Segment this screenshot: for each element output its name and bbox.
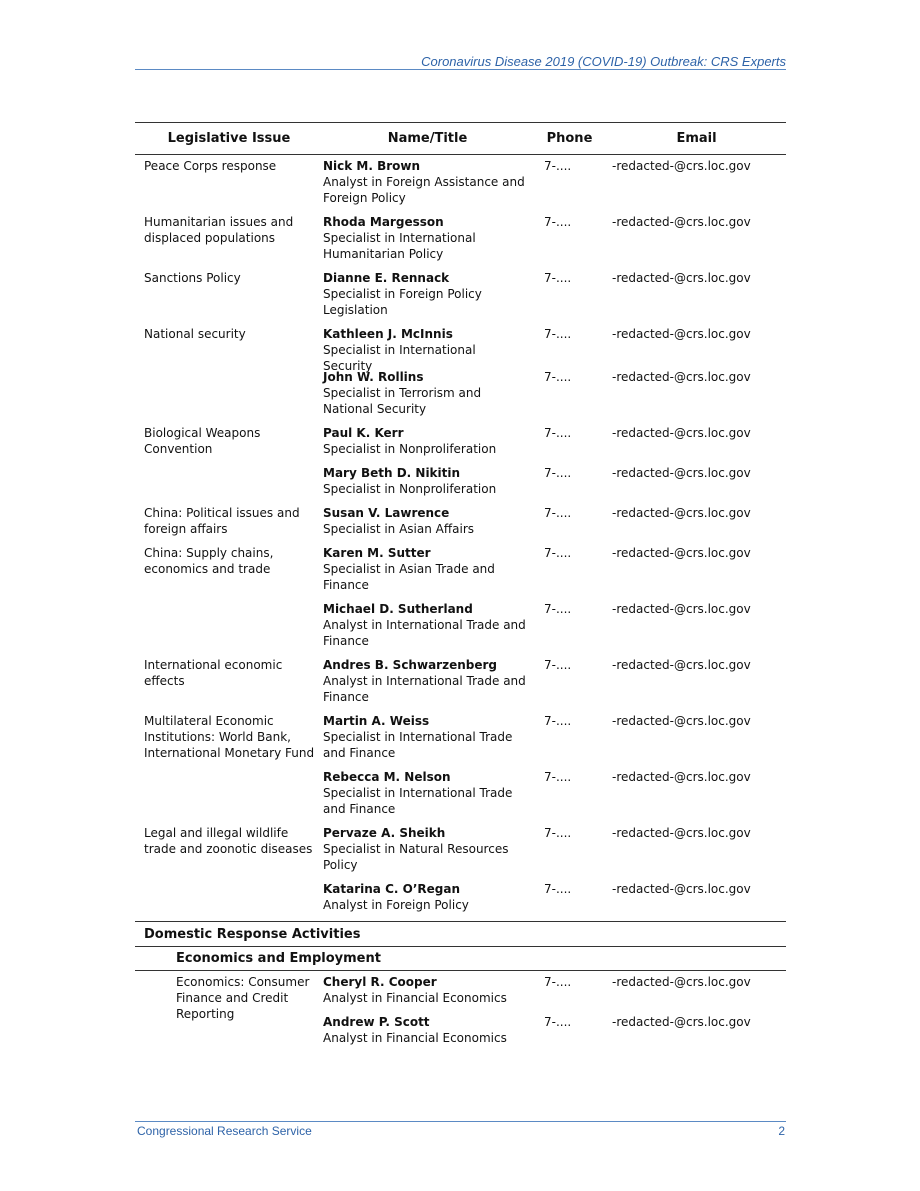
- table-row: [135, 326, 786, 373]
- table-row: [135, 214, 786, 270]
- name-title-cell: [323, 465, 532, 505]
- expert-title: Specialist in International Humanitarian Policy: [323, 231, 476, 261]
- name-title-cell: [323, 657, 532, 713]
- expert-title: Specialist in Asian Trade and Finance: [323, 562, 495, 592]
- phone-cell: 7-....: [544, 714, 572, 728]
- name-title-cell: [323, 158, 532, 214]
- phone-cell: 7-....: [544, 882, 572, 896]
- table-row: [135, 545, 786, 601]
- name-title-cell: [323, 369, 532, 425]
- expert-name: Kathleen J. McInnis: [323, 327, 453, 341]
- email-cell[interactable]: -redacted-@crs.loc.gov: [612, 215, 751, 229]
- column-header-name: Name/Title: [387, 131, 468, 146]
- name-title-cell: [323, 769, 532, 825]
- email-cell[interactable]: -redacted-@crs.loc.gov: [612, 159, 751, 173]
- footer-publisher: Congressional Research Service: [137, 1124, 312, 1138]
- table-row: [135, 769, 786, 825]
- phone-cell: 7-....: [544, 602, 572, 616]
- phone-cell: 7-....: [544, 826, 572, 840]
- name-title-cell: [323, 270, 532, 326]
- expert-title: Analyst in Financial Economics: [323, 991, 507, 1005]
- name-title-cell: [323, 214, 532, 270]
- legislative-issue-cell: [135, 1014, 323, 1054]
- expert-name: Rebecca M. Nelson: [323, 770, 451, 784]
- expert-name: Cheryl R. Cooper: [323, 975, 437, 989]
- phone-cell: 7-....: [544, 370, 572, 384]
- expert-name: Andres B. Schwarzenberg: [323, 658, 497, 672]
- expert-name: Katarina C. O’Regan: [323, 882, 460, 896]
- section-heading: Domestic Response Activities: [135, 921, 786, 946]
- table-row: [135, 657, 786, 713]
- expert-title: Analyst in Foreign Policy: [323, 898, 469, 912]
- name-title-cell: [323, 974, 532, 1014]
- phone-cell: 7-....: [544, 271, 572, 285]
- table-row: [135, 881, 786, 921]
- subsection-heading: Economics and Employment: [135, 946, 786, 971]
- legislative-issue-cell: Multilateral Economic Institutions: World Bank, International Monetary Fund: [144, 714, 315, 760]
- legislative-issue-cell: Economics: Consumer Finance and Credit Reporting: [176, 975, 310, 1021]
- expert-title: Specialist in Natural Resources Policy: [323, 842, 509, 872]
- phone-cell: 7-....: [544, 159, 572, 173]
- expert-title: Analyst in Foreign Assistance and Foreign Policy: [323, 175, 525, 205]
- table-row: [135, 974, 786, 1021]
- table-row: [135, 713, 786, 769]
- name-title-cell: [323, 1014, 532, 1054]
- table-row: [135, 1014, 786, 1054]
- legislative-issue-cell: [135, 769, 323, 825]
- column-header-phone: Phone: [546, 131, 593, 146]
- legislative-issue-cell: Peace Corps response: [144, 159, 277, 173]
- legislative-issue-cell: [135, 881, 323, 921]
- email-cell[interactable]: -redacted-@crs.loc.gov: [612, 546, 751, 560]
- name-title-cell: [323, 505, 532, 545]
- table-row: [135, 505, 786, 545]
- expert-name: Nick M. Brown: [323, 159, 421, 173]
- legislative-issue-cell: National security: [144, 327, 246, 341]
- name-title-cell: [323, 881, 532, 921]
- table-row: [135, 369, 786, 425]
- expert-name: Mary Beth D. Nikitin: [323, 466, 461, 480]
- legislative-issue-cell: [135, 465, 323, 505]
- email-cell[interactable]: -redacted-@crs.loc.gov: [612, 602, 751, 616]
- phone-cell: 7-....: [544, 975, 572, 989]
- email-cell[interactable]: -redacted-@crs.loc.gov: [612, 826, 751, 840]
- expert-title: Specialist in Foreign Policy Legislation: [323, 287, 482, 317]
- name-title-cell: [323, 601, 532, 657]
- expert-title: Analyst in Financial Economics: [323, 1031, 507, 1045]
- expert-name: Michael D. Sutherland: [323, 602, 473, 616]
- phone-cell: 7-....: [544, 426, 572, 440]
- table-row: [135, 425, 786, 465]
- name-title-cell: [323, 713, 532, 769]
- expert-name: Martin A. Weiss: [323, 714, 430, 728]
- expert-title: Specialist in Terrorism and National Security: [323, 386, 482, 416]
- header-rule: [135, 69, 786, 70]
- running-header-title: Coronavirus Disease 2019 (COVID-19) Outbreak: CRS Experts: [421, 54, 786, 69]
- email-cell[interactable]: -redacted-@crs.loc.gov: [612, 327, 751, 341]
- email-cell[interactable]: -redacted-@crs.loc.gov: [612, 271, 751, 285]
- phone-cell: 7-....: [544, 1015, 572, 1029]
- expert-name: John W. Rollins: [323, 370, 424, 384]
- phone-cell: 7-....: [544, 658, 572, 672]
- name-title-cell: [323, 425, 532, 465]
- email-cell[interactable]: -redacted-@crs.loc.gov: [612, 506, 751, 520]
- table-header-row: [135, 123, 786, 155]
- expert-name: Dianne E. Rennack: [323, 271, 450, 285]
- expert-title: Specialist in International Trade and Finance: [323, 730, 513, 760]
- legislative-issue-cell: Legal and illegal wildlife trade and zoonotic diseases: [144, 826, 313, 856]
- phone-cell: 7-....: [544, 327, 572, 341]
- expert-name: Paul K. Kerr: [323, 426, 404, 440]
- column-header-email: Email: [676, 131, 717, 146]
- subsection-table-body: [135, 971, 786, 1054]
- expert-title: Analyst in International Trade and Finance: [323, 674, 526, 704]
- table-row: [135, 270, 786, 326]
- column-header-issue: Legislative Issue: [167, 131, 291, 146]
- table-row: [135, 601, 786, 657]
- expert-name: Karen M. Sutter: [323, 546, 431, 560]
- name-title-cell: [323, 326, 532, 373]
- legislative-issue-cell: [135, 369, 323, 425]
- expert-name: Andrew P. Scott: [323, 1015, 430, 1029]
- table-row: [135, 158, 786, 214]
- phone-cell: 7-....: [544, 506, 572, 520]
- legislative-issue-cell: International economic effects: [144, 658, 283, 688]
- legislative-issue-cell: [135, 601, 323, 657]
- expert-title: Specialist in International Security: [323, 343, 476, 373]
- expert-title: Specialist in Nonproliferation: [323, 482, 497, 496]
- legislative-issue-cell: China: Political issues and foreign affairs: [144, 506, 300, 536]
- email-cell[interactable]: -redacted-@crs.loc.gov: [612, 658, 751, 672]
- experts-table: [135, 122, 786, 1054]
- email-cell[interactable]: -redacted-@crs.loc.gov: [612, 770, 751, 784]
- name-title-cell: [323, 545, 532, 601]
- legislative-issue-cell: China: Supply chains, economics and trade: [144, 546, 274, 576]
- phone-cell: 7-....: [544, 466, 572, 480]
- phone-cell: 7-....: [544, 770, 572, 784]
- legislative-issue-cell: Humanitarian issues and displaced populations: [144, 215, 294, 245]
- email-cell[interactable]: -redacted-@crs.loc.gov: [612, 370, 751, 384]
- expert-name: Rhoda Margesson: [323, 215, 444, 229]
- name-title-cell: [323, 825, 532, 881]
- email-cell[interactable]: -redacted-@crs.loc.gov: [612, 714, 751, 728]
- email-cell[interactable]: -redacted-@crs.loc.gov: [612, 466, 751, 480]
- phone-cell: 7-....: [544, 215, 572, 229]
- table-row: [135, 825, 786, 881]
- legislative-issue-cell: Sanctions Policy: [144, 271, 241, 285]
- phone-cell: 7-....: [544, 546, 572, 560]
- email-cell[interactable]: -redacted-@crs.loc.gov: [612, 975, 751, 989]
- expert-name: Pervaze A. Sheikh: [323, 826, 446, 840]
- expert-title: Specialist in Nonproliferation: [323, 442, 497, 456]
- expert-name: Susan V. Lawrence: [323, 506, 450, 520]
- legislative-issue-cell: Biological Weapons Convention: [144, 426, 261, 456]
- expert-title: Analyst in International Trade and Finance: [323, 618, 526, 648]
- expert-title: Specialist in Asian Affairs: [323, 522, 475, 536]
- email-cell[interactable]: -redacted-@crs.loc.gov: [612, 426, 751, 440]
- table-body: [135, 155, 786, 921]
- email-cell[interactable]: -redacted-@crs.loc.gov: [612, 1015, 751, 1029]
- footer-page-number: 2: [778, 1124, 785, 1138]
- email-cell[interactable]: -redacted-@crs.loc.gov: [612, 882, 751, 896]
- footer-rule: [135, 1121, 786, 1122]
- expert-title: Specialist in International Trade and Finance: [323, 786, 513, 816]
- table-row: [135, 465, 786, 505]
